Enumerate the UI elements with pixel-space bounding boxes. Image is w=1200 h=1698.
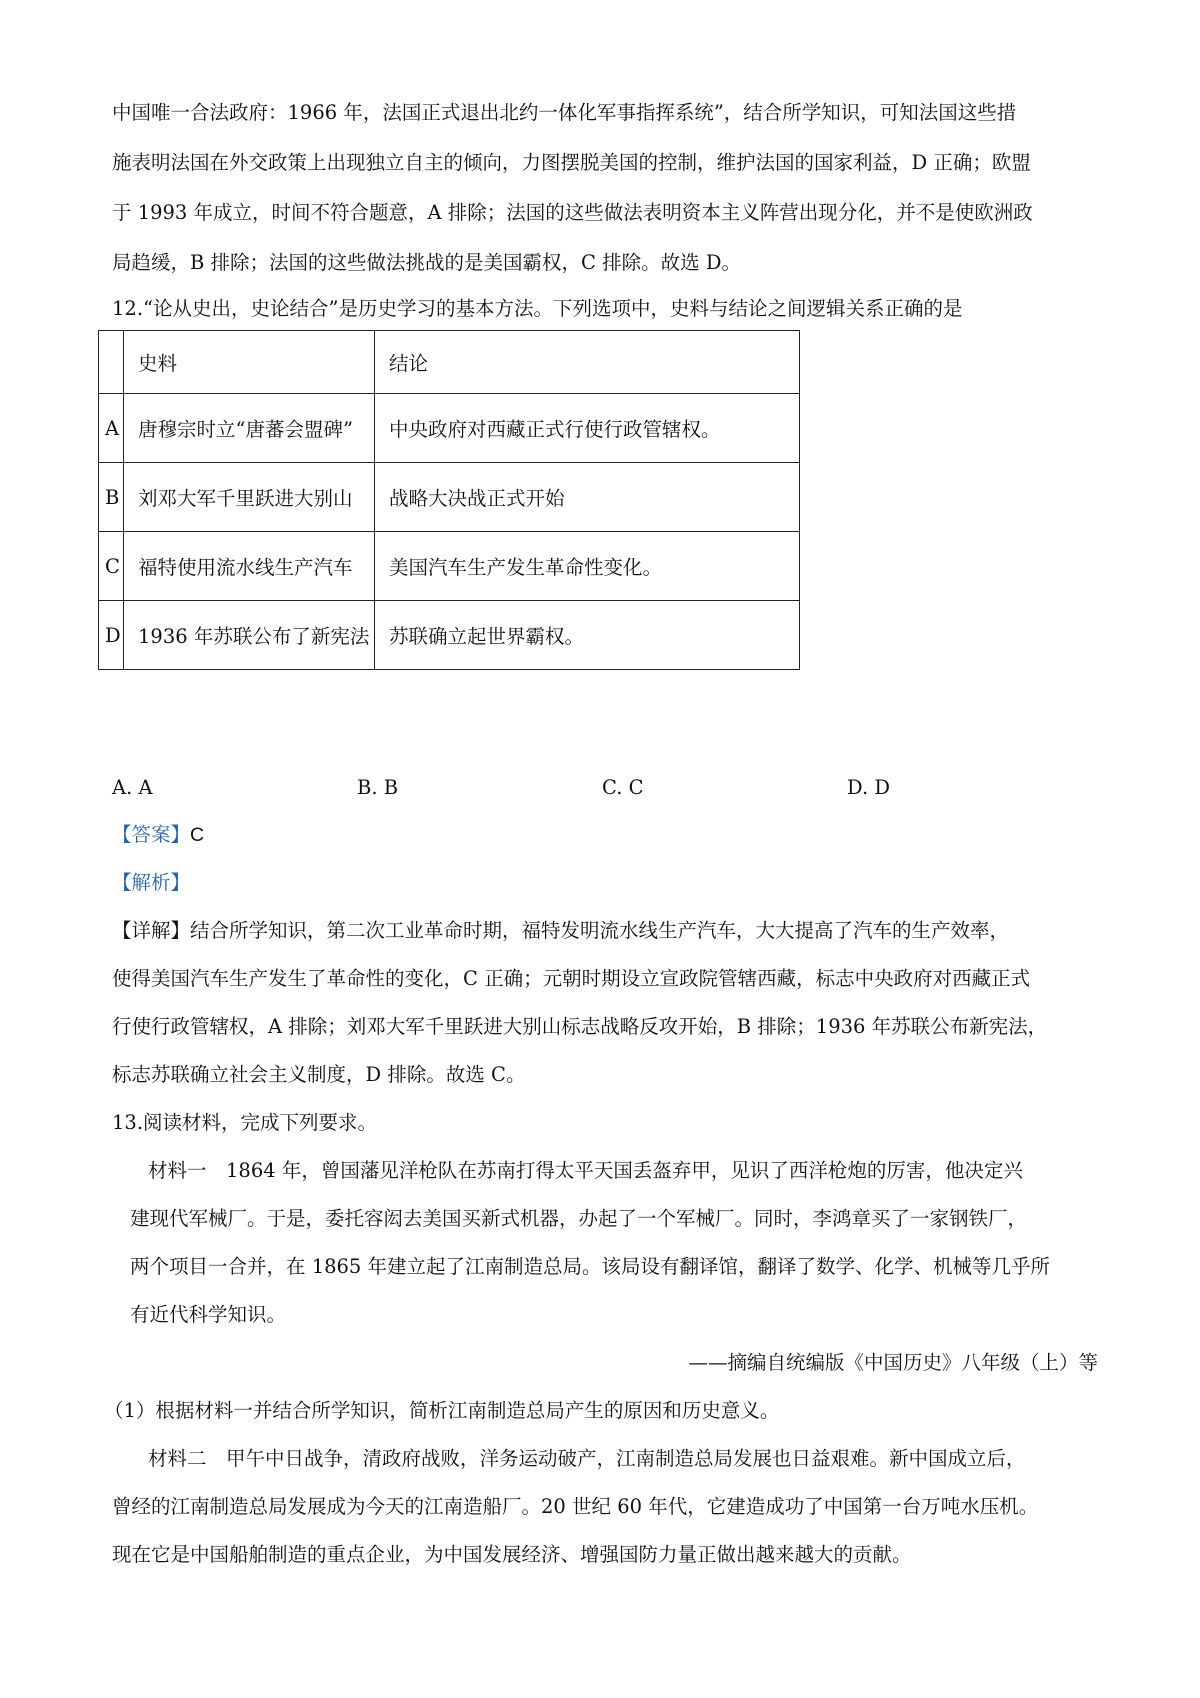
- option-d: D. D: [847, 776, 890, 799]
- row-conclusion: 中央政府对西藏正式行使行政管辖权。: [375, 394, 800, 463]
- prev-explanation-line-1: 中国唯一合法政府：1966 年，法国正式退出北约一体化军事指挥系统”，结合所学知识，可知法国这些措: [112, 101, 1017, 124]
- row-source: 福特使用流水线生产汽车: [124, 532, 375, 601]
- row-letter: D: [99, 601, 124, 670]
- row-source: 刘邓大军千里跃进大别山: [124, 463, 375, 532]
- material1-line-1: 材料一 1864 年，曾国藩见洋枪队在苏南打得太平天国丢盔弃甲，见识了西洋枪炮的厉害，他决定兴: [148, 1159, 1023, 1182]
- material1-line-2: 建现代军械厂。于是，委托容闳去美国买新式机器，办起了一个军械厂。同时，李鸿章买了一家钢铁厂，: [130, 1207, 1028, 1230]
- answer-line: [112, 820, 1102, 850]
- material2-line-2: 曾经的江南制造总局发展成为今天的江南造船厂。20 世纪 60 年代，它建造成功了中国第一台万吨水压机。: [112, 1495, 1039, 1518]
- detail-line-2: 使得美国汽车生产发生了革命性的变化，C 正确；元朝时期设立宣政院管辖西藏，标志中央政府对西藏正式: [112, 967, 1031, 990]
- table-row: [99, 601, 800, 670]
- detail-line-1: 【详解】结合所学知识，第二次工业革命时期，福特发明流水线生产汽车，大大提高了汽车的生产效率，: [112, 919, 1010, 942]
- row-conclusion: 美国汽车生产发生革命性变化。: [375, 532, 800, 601]
- row-letter: A: [99, 394, 124, 463]
- material1-line-3: 两个项目一合并，在 1865 年建立起了江南制造总局。该局设有翻译馆，翻译了数学、化学、机械等几乎所: [130, 1255, 1051, 1278]
- q12-stem: 12.“论从史出，史论结合”是历史学习的基本方法。下列选项中，史料与结论之间逻辑关系正确的是: [112, 297, 963, 320]
- row-source: 唐穆宗时立“唐蕃会盟碑”: [124, 394, 375, 463]
- q13-stem: 13.阅读材料，完成下列要求。: [112, 1111, 378, 1134]
- row-conclusion: 苏联确立起世界霸权。: [375, 601, 800, 670]
- material1-source: ——摘编自统编版《中国历史》八年级（上）等: [688, 1351, 1098, 1374]
- table-header-conclusion: 结论: [375, 331, 800, 394]
- option-a: A. A: [112, 776, 153, 799]
- option-b: B. B: [357, 776, 399, 799]
- row-conclusion: 战略大决战正式开始: [375, 463, 800, 532]
- material1-line-4: 有近代科学知识。: [130, 1303, 287, 1326]
- answer-label: 【答案】: [112, 823, 191, 846]
- material2-line-1: 材料二 甲午中日战争，清政府战败，洋务运动破产，江南制造总局发展也日益艰难。新中国成立后，: [148, 1447, 1026, 1470]
- row-letter: C: [99, 532, 124, 601]
- q13-sub1: （1）根据材料一并结合所学知识，简析江南制造总局产生的原因和历史意义。: [104, 1399, 780, 1422]
- detail-line-3: 行使行政管辖权，A 排除；刘邓大军千里跃进大别山标志战略反攻开始，B 排除；1936 年苏联公布新宪法，: [112, 1015, 1048, 1038]
- table-row: [99, 532, 800, 601]
- material2-line-3: 现在它是中国船舶制造的重点企业，为中国发展经济、增强国防力量正做出越来越大的贡献。: [112, 1543, 912, 1566]
- option-c: C. C: [602, 776, 644, 799]
- answer-value: C: [190, 824, 205, 846]
- prev-explanation-line-3: 于 1993 年成立，时间不符合题意，A 排除；法国的这些做法表明资本主义阵营出现分化，并不是使欧洲政: [112, 201, 1033, 224]
- table-row: [99, 463, 800, 532]
- row-letter: B: [99, 463, 124, 532]
- row-source: 1936 年苏联公布了新宪法: [124, 601, 375, 670]
- table-row: [99, 394, 800, 463]
- prev-explanation-line-4: 局趋缓，B 排除；法国的这些做法挑战的是美国霸权，C 排除。故选 D。: [112, 251, 741, 274]
- analysis-label: 【解析】: [112, 871, 191, 894]
- analysis-line: [112, 868, 1102, 898]
- detail-line-4: 标志苏联确立社会主义制度，D 排除。故选 C。: [112, 1063, 526, 1086]
- q12-table: [98, 330, 800, 670]
- table-header-row: [99, 331, 800, 394]
- table-header-cell: [99, 331, 124, 394]
- table-header-source: 史料: [124, 331, 375, 394]
- prev-explanation-line-2: 施表明法国在外交政策上出现独立自主的倾向，力图摆脱美国的控制，维护法国的国家利益，D 正确；欧盟: [112, 151, 1031, 174]
